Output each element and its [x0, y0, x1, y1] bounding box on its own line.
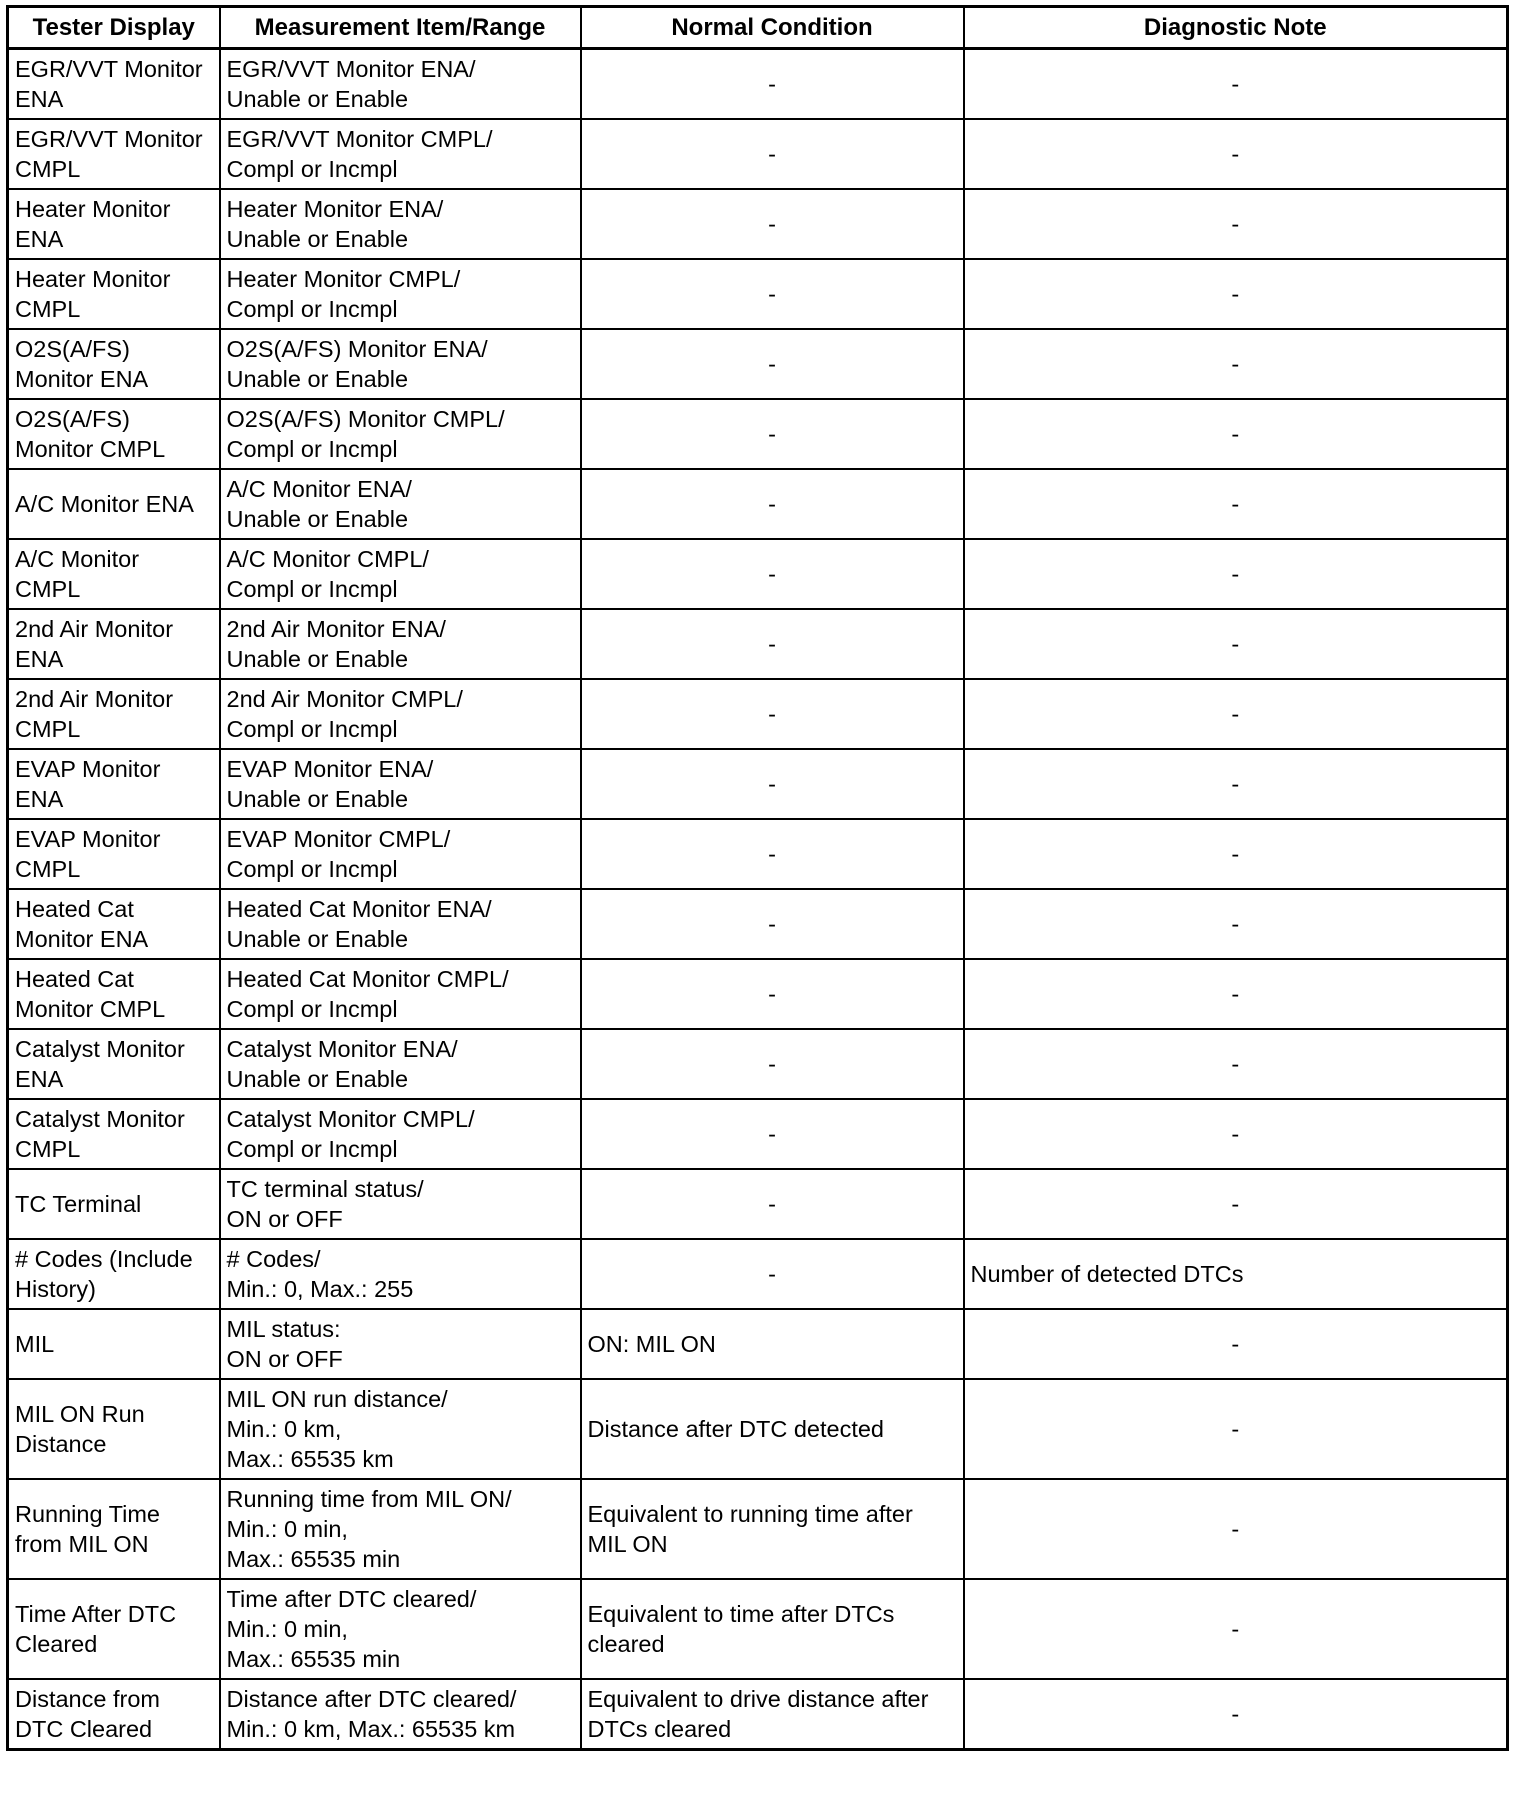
header-measurement-item-range: Measurement Item/Range: [220, 7, 581, 49]
tester-display-cell: O2S(A/FS) Monitor ENA: [8, 329, 220, 399]
diagnostic-note-cell: -: [964, 259, 1508, 329]
tester-display-cell: MIL ON Run Distance: [8, 1379, 220, 1479]
measurement-range-cell: A/C Monitor ENA/ Unable or Enable: [220, 469, 581, 539]
normal-condition-cell: Equivalent to time after DTCs cleared: [581, 1579, 964, 1679]
normal-condition-cell: Equivalent to running time after MIL ON: [581, 1479, 964, 1579]
diagnostic-note-cell: -: [964, 1379, 1508, 1479]
tester-display-cell: EGR/VVT Monitor ENA: [8, 49, 220, 120]
tester-display-cell: Catalyst Monitor CMPL: [8, 1099, 220, 1169]
table-row: [8, 1029, 1508, 1099]
table-row: [8, 1379, 1508, 1479]
diagnostic-note-cell: -: [964, 1169, 1508, 1239]
normal-condition-cell: -: [581, 259, 964, 329]
table-row: [8, 749, 1508, 819]
tester-display-cell: EVAP Monitor ENA: [8, 749, 220, 819]
diagnostic-note-cell: -: [964, 1029, 1508, 1099]
measurement-range-cell: EVAP Monitor ENA/ Unable or Enable: [220, 749, 581, 819]
measurement-range-cell: Time after DTC cleared/ Min.: 0 min, Max.: 65535 min: [220, 1579, 581, 1679]
tester-display-cell: TC Terminal: [8, 1169, 220, 1239]
normal-condition-cell: -: [581, 749, 964, 819]
measurement-range-cell: 2nd Air Monitor CMPL/ Compl or Incmpl: [220, 679, 581, 749]
tester-display-cell: Heated Cat Monitor ENA: [8, 889, 220, 959]
diagnostic-note-cell: -: [964, 679, 1508, 749]
table-row: [8, 679, 1508, 749]
tester-display-cell: Distance from DTC Cleared: [8, 1679, 220, 1750]
table-row: [8, 1479, 1508, 1579]
measurement-range-cell: TC terminal status/ ON or OFF: [220, 1169, 581, 1239]
tester-display-cell: A/C Monitor CMPL: [8, 539, 220, 609]
measurement-range-cell: 2nd Air Monitor ENA/ Unable or Enable: [220, 609, 581, 679]
normal-condition-cell: -: [581, 609, 964, 679]
table-row: [8, 49, 1508, 120]
normal-condition-cell: -: [581, 329, 964, 399]
tester-display-cell: Time After DTC Cleared: [8, 1579, 220, 1679]
diagnostic-note-cell: -: [964, 749, 1508, 819]
normal-condition-cell: -: [581, 889, 964, 959]
diagnostic-note-cell: -: [964, 469, 1508, 539]
diagnostic-note-cell: -: [964, 1579, 1508, 1679]
normal-condition-cell: -: [581, 1169, 964, 1239]
diagnostic-note-cell: -: [964, 329, 1508, 399]
normal-condition-cell: -: [581, 679, 964, 749]
diagnostic-note-cell: -: [964, 819, 1508, 889]
table-row: [8, 1239, 1508, 1309]
measurement-range-cell: Distance after DTC cleared/ Min.: 0 km, Max.: 65535 km: [220, 1679, 581, 1750]
table-row: [8, 959, 1508, 1029]
normal-condition-cell: -: [581, 1029, 964, 1099]
measurement-range-cell: Heated Cat Monitor CMPL/ Compl or Incmpl: [220, 959, 581, 1029]
tester-display-cell: Catalyst Monitor ENA: [8, 1029, 220, 1099]
normal-condition-cell: -: [581, 1239, 964, 1309]
measurement-range-cell: MIL status: ON or OFF: [220, 1309, 581, 1379]
table-header: [8, 7, 1508, 49]
tester-display-cell: # Codes (Include History): [8, 1239, 220, 1309]
diagnostic-note-cell: -: [964, 539, 1508, 609]
tester-display-cell: O2S(A/FS) Monitor CMPL: [8, 399, 220, 469]
measurement-range-cell: O2S(A/FS) Monitor ENA/ Unable or Enable: [220, 329, 581, 399]
diagnostic-note-cell: -: [964, 889, 1508, 959]
diagnostic-note-cell: -: [964, 1679, 1508, 1750]
table-row: [8, 539, 1508, 609]
table-row: [8, 329, 1508, 399]
diagnostic-note-cell: Number of detected DTCs: [964, 1239, 1508, 1309]
normal-condition-cell: ON: MIL ON: [581, 1309, 964, 1379]
normal-condition-cell: -: [581, 119, 964, 189]
measurement-range-cell: EGR/VVT Monitor CMPL/ Compl or Incmpl: [220, 119, 581, 189]
measurement-range-cell: EVAP Monitor CMPL/ Compl or Incmpl: [220, 819, 581, 889]
measurement-range-cell: Catalyst Monitor ENA/ Unable or Enable: [220, 1029, 581, 1099]
table-row: [8, 889, 1508, 959]
table-row: [8, 609, 1508, 679]
diagnostic-note-cell: -: [964, 959, 1508, 1029]
normal-condition-cell: -: [581, 49, 964, 120]
monitor-data-table: [6, 5, 1509, 1751]
table-row: [8, 469, 1508, 539]
normal-condition-cell: Equivalent to drive distance after DTCs cleared: [581, 1679, 964, 1750]
normal-condition-cell: -: [581, 469, 964, 539]
diagnostic-note-cell: -: [964, 1099, 1508, 1169]
normal-condition-cell: -: [581, 399, 964, 469]
diagnostic-note-cell: -: [964, 1479, 1508, 1579]
table-row: [8, 1099, 1508, 1169]
tester-display-cell: 2nd Air Monitor ENA: [8, 609, 220, 679]
measurement-range-cell: O2S(A/FS) Monitor CMPL/ Compl or Incmpl: [220, 399, 581, 469]
tester-display-cell: 2nd Air Monitor CMPL: [8, 679, 220, 749]
tester-display-cell: Heater Monitor CMPL: [8, 259, 220, 329]
normal-condition-cell: -: [581, 189, 964, 259]
diagnostic-note-cell: -: [964, 1309, 1508, 1379]
normal-condition-cell: -: [581, 819, 964, 889]
measurement-range-cell: Heater Monitor ENA/ Unable or Enable: [220, 189, 581, 259]
diagnostic-note-cell: -: [964, 119, 1508, 189]
table-row: [8, 399, 1508, 469]
measurement-range-cell: Running time from MIL ON/ Min.: 0 min, Max.: 65535 min: [220, 1479, 581, 1579]
table-row: [8, 1679, 1508, 1750]
measurement-range-cell: Catalyst Monitor CMPL/ Compl or Incmpl: [220, 1099, 581, 1169]
tester-display-cell: A/C Monitor ENA: [8, 469, 220, 539]
normal-condition-cell: -: [581, 539, 964, 609]
tester-display-cell: EVAP Monitor CMPL: [8, 819, 220, 889]
table-row: [8, 1169, 1508, 1239]
tester-display-cell: Heater Monitor ENA: [8, 189, 220, 259]
diagnostic-note-cell: -: [964, 49, 1508, 120]
measurement-range-cell: Heater Monitor CMPL/ Compl or Incmpl: [220, 259, 581, 329]
diagnostic-note-cell: -: [964, 399, 1508, 469]
table-row: [8, 1309, 1508, 1379]
normal-condition-cell: Distance after DTC detected: [581, 1379, 964, 1479]
tester-display-cell: Running Time from MIL ON: [8, 1479, 220, 1579]
tester-display-cell: Heated Cat Monitor CMPL: [8, 959, 220, 1029]
table-body: [8, 49, 1508, 1750]
diagnostic-note-cell: -: [964, 189, 1508, 259]
table-row: [8, 819, 1508, 889]
measurement-range-cell: # Codes/ Min.: 0, Max.: 255: [220, 1239, 581, 1309]
header-normal-condition: Normal Condition: [581, 7, 964, 49]
table-row: [8, 259, 1508, 329]
measurement-range-cell: Heated Cat Monitor ENA/ Unable or Enable: [220, 889, 581, 959]
table-row: [8, 189, 1508, 259]
measurement-range-cell: EGR/VVT Monitor ENA/ Unable or Enable: [220, 49, 581, 120]
header-diagnostic-note: Diagnostic Note: [964, 7, 1508, 49]
tester-display-cell: EGR/VVT Monitor CMPL: [8, 119, 220, 189]
normal-condition-cell: -: [581, 959, 964, 1029]
tester-display-cell: MIL: [8, 1309, 220, 1379]
header-tester-display: Tester Display: [8, 7, 220, 49]
diagnostic-note-cell: -: [964, 609, 1508, 679]
measurement-range-cell: A/C Monitor CMPL/ Compl or Incmpl: [220, 539, 581, 609]
table-row: [8, 1579, 1508, 1679]
header-row: [8, 7, 1508, 49]
measurement-range-cell: MIL ON run distance/ Min.: 0 km, Max.: 65535 km: [220, 1379, 581, 1479]
normal-condition-cell: -: [581, 1099, 964, 1169]
table-row: [8, 119, 1508, 189]
